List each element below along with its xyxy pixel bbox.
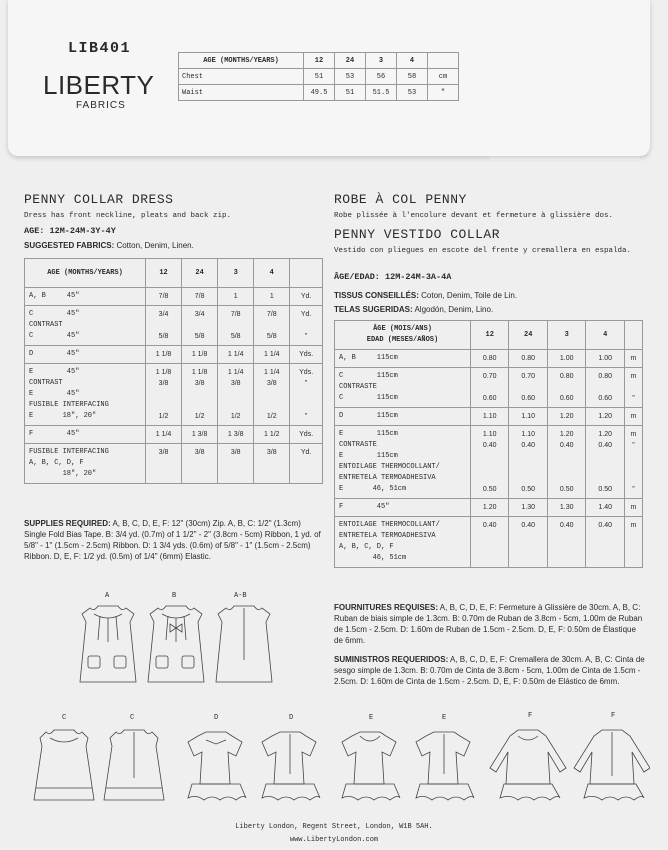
yardage-value-cell — [218, 426, 254, 444]
yardage-value: 1 — [233, 293, 238, 300]
fr-yardage-table — [334, 320, 643, 568]
yardage-row — [335, 350, 643, 368]
yardage-unit: " — [304, 333, 308, 340]
yardage-value-cell — [146, 426, 182, 444]
yardage-unit: Yds. — [299, 369, 314, 376]
yardage-label-cell — [25, 306, 146, 346]
yardage-value: 0.80 — [521, 355, 536, 362]
yardage-label-line: A, B, C, D, F — [29, 459, 84, 467]
size-table-head-cell: 4 — [397, 53, 428, 69]
yardage-value: 0.40 — [559, 522, 574, 529]
yardage-value-cell — [509, 499, 547, 517]
dress-sketches-row1 — [70, 600, 280, 690]
fr-title: ROBE À COL PENNY — [334, 192, 467, 207]
yardage-value: 3/8 — [194, 380, 205, 387]
yardage-value-cell — [509, 426, 547, 499]
brand-logo: LIBERTY — [43, 70, 155, 100]
sketch-label: D — [289, 714, 294, 722]
yardage-value: 0.70 — [482, 373, 497, 380]
en-supplies-label: SUPPLIES REQUIRED: — [24, 519, 111, 528]
es-suministros-label: SUMINISTROS REQUERIDOS: — [334, 655, 449, 664]
yardage-value-cell — [254, 364, 290, 426]
yardage-head-cell — [335, 321, 471, 350]
en-fabrics-text: Cotton, Denim, Linen. — [114, 241, 194, 250]
footer-website: www.LibertyLondon.com — [289, 836, 379, 844]
yardage-value-cell — [547, 499, 585, 517]
sketch-label: A-B — [234, 592, 247, 600]
yardage-value-cell — [182, 288, 218, 306]
yardage-value: 3/8 — [266, 449, 277, 456]
yardage-value-cell — [586, 368, 624, 408]
fr-tissus — [334, 290, 517, 301]
yardage-value: 0.80 — [598, 373, 612, 380]
yardage-row — [25, 288, 323, 306]
en-title: PENNY COLLAR DRESS — [24, 192, 174, 207]
es-telas-label: TELAS SUGERIDAS: — [334, 305, 413, 314]
yardage-value-cell — [254, 346, 290, 364]
yardage-unit-cell — [624, 517, 642, 568]
yardage-row — [335, 426, 643, 499]
yardage-value-cell — [146, 346, 182, 364]
es-telas — [334, 304, 493, 315]
sketch-label: C — [62, 714, 67, 722]
yardage-value: 0.50 — [559, 486, 574, 493]
yardage-value-cell — [146, 444, 182, 484]
yardage-value: 0.70 — [521, 373, 536, 380]
size-table-cell: 53 — [397, 85, 428, 101]
yardage-label-cell — [335, 499, 471, 517]
yardage-label-line: ENTOILAGE THERMOCOLLANT/ — [339, 521, 440, 529]
yardage-value: 1/2 — [158, 413, 169, 420]
yardage-label-line: F 45" — [339, 503, 390, 511]
yardage-label-line: CONTRASTE — [339, 441, 377, 449]
yardage-head-cell: 4 — [254, 259, 290, 288]
yardage-unit: Yd. — [300, 293, 312, 300]
yardage-head-cell: 3 — [547, 321, 585, 350]
yardage-unit-cell — [624, 499, 642, 517]
yardage-label-cell — [335, 350, 471, 368]
yardage-value: 1 1/8 — [191, 351, 208, 358]
fr-fournitures-text: A, B, C, D, E, F: Fermeture à Glissière de 30cm. A, B, C: Ruban de biais simple de 1.3cm. B: 0.70m de Ruban de 3.8cm - 5cm, 1.00m de Ruban de 1.5cm - 2.5cm. D: 1.60m de Ruban de 1.5cm - 2.5cm. D, E, F: 0.50m de Élastique de 6mm. — [334, 603, 643, 645]
yardage-value-cell — [254, 444, 290, 484]
yardage-unit: " — [304, 413, 308, 420]
yardage-value: 1.10 — [482, 431, 497, 438]
yardage-value: 1/2 — [266, 413, 277, 420]
yardage-value: 1 1/4 — [227, 351, 244, 358]
yardage-head-cell — [290, 259, 323, 288]
yardage-value: 0.60 — [521, 395, 536, 402]
yardage-value: 1/2 — [230, 413, 241, 420]
yardage-value: 1 — [269, 293, 274, 300]
yardage-unit: m — [630, 413, 637, 420]
yardage-value: 1 1/4 — [155, 431, 172, 438]
yardage-value-cell — [146, 288, 182, 306]
yardage-value-cell — [254, 288, 290, 306]
yardage-unit-cell — [290, 306, 323, 346]
yardage-row — [335, 368, 643, 408]
yardage-unit-cell — [624, 368, 642, 408]
yardage-value: 0.80 — [559, 373, 574, 380]
size-table-cell: Chest — [179, 69, 304, 85]
es-telas-text: Algodón, Denim, Lino. — [412, 305, 494, 314]
yardage-label-line: C 115cm — [339, 394, 398, 402]
yardage-value-cell — [509, 368, 547, 408]
yardage-unit: m — [630, 355, 637, 362]
yardage-value-cell — [254, 306, 290, 346]
yardage-label-line: ENTRETELA TERMOADHESIVA — [339, 532, 436, 540]
yardage-value: 1.20 — [598, 431, 612, 438]
size-table-head-cell: 24 — [335, 53, 366, 69]
yardage-label-line: ENTRETELA TERMOADHESIVA — [339, 474, 436, 482]
fr-age: ÂGE/EDAD: 12M-24M-3A-4A — [334, 272, 452, 282]
yardage-unit: Yd. — [300, 449, 312, 456]
yardage-value: 1.40 — [598, 504, 612, 511]
yardage-unit-cell — [624, 408, 642, 426]
body-measurement-table — [178, 52, 459, 101]
yardage-value: 7/8 — [158, 293, 169, 300]
yardage-value: 1 3/8 — [191, 431, 208, 438]
size-table-head-cell: AGE (MONTHS/YEARS) — [179, 53, 304, 69]
yardage-value: 3/8 — [230, 380, 241, 387]
yardage-unit-cell — [624, 350, 642, 368]
yardage-label-line: CONTRAST — [29, 379, 63, 387]
yardage-label-line: A, B, C, D, F — [339, 543, 394, 551]
yardage-row — [335, 499, 643, 517]
yardage-unit: Yds. — [299, 431, 314, 438]
yardage-label-line: F 45" — [29, 430, 80, 438]
yardage-value-cell — [586, 408, 624, 426]
yardage-unit: " — [632, 486, 635, 493]
yardage-value-cell — [509, 517, 547, 568]
yardage-value: 1.20 — [559, 431, 574, 438]
pattern-code: LIB401 — [68, 40, 132, 57]
yardage-value-cell — [218, 364, 254, 426]
yardage-label-line: 46, 51cm — [339, 554, 407, 562]
yardage-label-line: E 45" — [29, 390, 80, 398]
size-table-cell: " — [428, 85, 459, 101]
yardage-head-cell: 4 — [586, 321, 624, 350]
es-title: PENNY VESTIDO COLLAR — [334, 227, 501, 242]
yardage-unit: m — [630, 522, 637, 529]
sketch-label: E — [442, 714, 447, 722]
yardage-value-cell — [254, 426, 290, 444]
fr-tissus-text: Coton, Denim, Toile de Lin. — [418, 291, 518, 300]
en-description: Dress has front neckline, pleats and back zip. — [24, 212, 232, 220]
es-suministros — [334, 654, 646, 687]
yardage-value-cell — [218, 306, 254, 346]
yardage-row — [25, 306, 323, 346]
yardage-label-line: C 45" — [29, 332, 80, 340]
yardage-value-cell — [586, 517, 624, 568]
yardage-unit: m — [630, 373, 637, 380]
yardage-row — [335, 408, 643, 426]
yardage-unit: Yd. — [300, 311, 312, 318]
yardage-value: 7/8 — [266, 311, 277, 318]
yardage-value: 1/2 — [194, 413, 205, 420]
yardage-value: 3/8 — [266, 380, 277, 387]
yardage-value: 1.20 — [598, 413, 612, 420]
yardage-value-cell — [182, 346, 218, 364]
yardage-head-cell — [624, 321, 642, 350]
size-table-cell: 51 — [335, 85, 366, 101]
yardage-value: 1.30 — [559, 504, 574, 511]
sketch-label: E — [369, 714, 374, 722]
size-table-row — [179, 85, 459, 101]
yardage-header — [25, 259, 323, 288]
yardage-value: 0.50 — [482, 486, 497, 493]
yardage-value: 1.20 — [559, 413, 574, 420]
yardage-label-line: ENTOILAGE THERMOCOLLANT/ — [339, 463, 440, 471]
yardage-value: 0.40 — [598, 442, 612, 449]
yardage-value-cell — [218, 444, 254, 484]
yardage-label-line: C 115cm — [339, 372, 398, 380]
yardage-label-line: D 115cm — [339, 412, 398, 420]
yardage-head-line: ÂGE (MOIS/ANS) — [373, 325, 432, 333]
yardage-value: 1.10 — [521, 413, 536, 420]
footer-address: Liberty London, Regent Street, London, W1B 5AH. — [235, 823, 433, 831]
en-supplies — [24, 518, 324, 562]
yardage-label-line: 18", 20" — [29, 470, 97, 478]
yardage-value-cell — [509, 350, 547, 368]
yardage-label-cell — [25, 444, 146, 484]
yardage-label-cell — [25, 288, 146, 306]
yardage-label-line: CONTRASTE — [339, 383, 377, 391]
yardage-unit-cell — [290, 346, 323, 364]
yardage-label-line: E 45" — [29, 368, 80, 376]
en-age: AGE: 12M-24M-3Y-4Y — [24, 226, 116, 236]
yardage-value-cell — [182, 306, 218, 346]
size-table-row — [179, 69, 459, 85]
yardage-label-line: C 45" — [29, 310, 80, 318]
size-table-cell: cm — [428, 69, 459, 85]
yardage-value: 1 1/8 — [191, 369, 208, 376]
fr-description: Robe plissée à l'encolure devant et fermeture à glissière dos. — [334, 212, 614, 220]
yardage-value: 1.00 — [598, 355, 612, 362]
yardage-value-cell — [218, 288, 254, 306]
yardage-value-cell — [182, 426, 218, 444]
yardage-unit-cell — [290, 444, 323, 484]
yardage-value-cell — [182, 444, 218, 484]
size-table-head-cell — [428, 53, 459, 69]
size-table-head-cell: 12 — [304, 53, 335, 69]
yardage-head-cell: AGE (MONTHS/YEARS) — [25, 259, 146, 288]
yardage-value-cell — [586, 499, 624, 517]
fr-fournitures-label: FOURNITURES REQUISES: — [334, 603, 439, 612]
yardage-label-line: E 115cm — [339, 430, 398, 438]
yardage-label-line: E 18", 20" — [29, 412, 97, 420]
es-suministros-text: A, B, C, D, E, F: Cremallera de 30cm. A, B, C: Cinta de sesgo simple de 1.3cm. B: 0.70m de Cinta de 3.8cm - 5cm, 1.00m de Cinta de 1.5cm - 2.5cm. D: 1.60m de Cinta de 1.5cm - 2.5cm. D, E, F: 0.50m de Elástico de 6mm. — [334, 655, 645, 686]
yardage-value-cell — [547, 408, 585, 426]
en-supplies-text: A, B, C, D, E, F: 12" (30cm) Zip. A, B, C: 1/2" (1.3cm) Single Fold Bias Tape. B: 3/4 yd. (0.7m) of 1 1/2" - 2" (3.8cm - 5cm) Ribbon, 1 yd. of 5/8" - 1" (1.5cm - 2.5cm) Ribbon. D: 1 3/4 yds. (0.6m) of 5/8" - 1" (1.5cm - 2.5cm) Ribbon. D, E, F: 1/2 yd. (0.5m) of 1/4" (6mm) Elastic. — [24, 519, 321, 561]
yardage-value: 1.10 — [482, 413, 497, 420]
yardage-value: 1 3/8 — [227, 431, 244, 438]
yardage-row — [25, 364, 323, 426]
yardage-value: 1 1/4 — [263, 369, 280, 376]
yardage-value-cell — [547, 368, 585, 408]
es-description: Vestido con pliegues en escote del frente y cremallera en espalda. — [334, 247, 632, 255]
yardage-row — [25, 444, 323, 484]
yardage-value: 3/4 — [158, 311, 169, 318]
brand-logo-sub: FABRICS — [76, 100, 126, 111]
yardage-value-cell — [471, 426, 509, 499]
yardage-value: 0.80 — [482, 355, 497, 362]
yardage-value: 1 1/4 — [263, 351, 280, 358]
yardage-unit: Yds. — [299, 351, 314, 358]
yardage-label-line: CONTRAST — [29, 321, 63, 329]
en-fabrics — [24, 240, 194, 251]
size-table-cell: 58 — [397, 69, 428, 85]
yardage-value: 0.40 — [482, 522, 497, 529]
size-table-cell: 51 — [304, 69, 335, 85]
size-table-cell: 53 — [335, 69, 366, 85]
yardage-value: 0.40 — [521, 522, 536, 529]
yardage-value: 3/8 — [194, 449, 205, 456]
yardage-value: 7/8 — [230, 311, 241, 318]
sketch-label: F — [528, 712, 533, 720]
yardage-value: 1.20 — [482, 504, 497, 511]
yardage-value-cell — [547, 517, 585, 568]
yardage-unit: m — [630, 504, 637, 511]
yardage-value-cell — [182, 364, 218, 426]
yardage-label-cell — [335, 408, 471, 426]
yardage-value-cell — [547, 350, 585, 368]
yardage-label-line: E 115cm — [339, 452, 398, 460]
yardage-value-cell — [471, 368, 509, 408]
yardage-value: 0.40 — [482, 442, 497, 449]
yardage-value: 1.30 — [521, 504, 536, 511]
yardage-value: 7/8 — [194, 293, 205, 300]
yardage-unit: " — [304, 380, 308, 387]
yardage-head-line: EDAD (MESES/AÑOS) — [366, 336, 439, 344]
size-table-head-cell: 3 — [366, 53, 397, 69]
fr-tissus-label: TISSUS CONSEILLÉS: — [334, 291, 419, 300]
yardage-label-line: FUSIBLE INTERFACING — [29, 448, 109, 456]
yardage-value: 3/4 — [194, 311, 205, 318]
yardage-row — [25, 346, 323, 364]
yardage-value: 0.40 — [521, 442, 536, 449]
yardage-label-line: A, B 45" — [29, 292, 80, 300]
yardage-value-cell — [471, 499, 509, 517]
yardage-value-cell — [471, 408, 509, 426]
yardage-value: 3/8 — [158, 380, 169, 387]
yardage-value: 0.60 — [598, 395, 612, 402]
sketch-label: A — [105, 592, 110, 600]
yardage-value-cell — [509, 408, 547, 426]
yardage-unit-cell — [290, 288, 323, 306]
yardage-value: 0.40 — [598, 522, 612, 529]
yardage-value: 5/8 — [158, 333, 169, 340]
yardage-unit: m — [630, 431, 637, 438]
sketch-label: F — [611, 712, 616, 720]
size-table-cell: 51.5 — [366, 85, 397, 101]
yardage-label-cell — [25, 364, 146, 426]
yardage-label-cell — [335, 517, 471, 568]
en-fabrics-label: SUGGESTED FABRICS: — [24, 241, 115, 250]
yardage-value-cell — [547, 426, 585, 499]
yardage-value: 1.10 — [521, 431, 536, 438]
yardage-value-cell — [146, 364, 182, 426]
size-table-cell: 49.5 — [304, 85, 335, 101]
yardage-unit-cell — [624, 426, 642, 499]
yardage-value: 5/8 — [266, 333, 277, 340]
yardage-label-cell — [335, 368, 471, 408]
yardage-value-cell — [471, 517, 509, 568]
yardage-value: 3/8 — [158, 449, 169, 456]
yardage-unit-cell — [290, 426, 323, 444]
yardage-row — [25, 426, 323, 444]
yardage-unit: " — [632, 442, 635, 449]
yardage-label-cell — [335, 426, 471, 499]
yardage-value: 3/8 — [230, 449, 241, 456]
yardage-head-cell: 12 — [471, 321, 509, 350]
yardage-header — [335, 321, 643, 350]
yardage-label-line: A, B 115cm — [339, 354, 398, 362]
yardage-value: 5/8 — [230, 333, 241, 340]
yardage-value-cell — [146, 306, 182, 346]
dress-sketches-row2 — [30, 722, 650, 808]
yardage-value: 0.50 — [598, 486, 612, 493]
yardage-value-cell — [586, 350, 624, 368]
yardage-unit: " — [632, 395, 635, 402]
yardage-head-cell: 3 — [218, 259, 254, 288]
size-table-header — [179, 53, 459, 69]
yardage-label-line: FUSIBLE INTERFACING — [29, 401, 109, 409]
en-yardage-table — [24, 258, 323, 484]
yardage-head-cell: 12 — [146, 259, 182, 288]
yardage-unit-cell — [290, 364, 323, 426]
yardage-value: 1.00 — [559, 355, 574, 362]
yardage-label-cell — [25, 346, 146, 364]
sketch-label: C — [130, 714, 135, 722]
size-table-cell: 56 — [366, 69, 397, 85]
yardage-value-cell — [586, 426, 624, 499]
size-table-cell: Waist — [179, 85, 304, 101]
yardage-value: 0.50 — [521, 486, 536, 493]
sketch-label: D — [214, 714, 219, 722]
yardage-value: 1 1/2 — [263, 431, 280, 438]
yardage-value: 0.60 — [482, 395, 497, 402]
yardage-value-cell — [218, 346, 254, 364]
yardage-value: 1 1/8 — [155, 351, 172, 358]
yardage-head-cell: 24 — [509, 321, 547, 350]
sketch-label: B — [172, 592, 177, 600]
yardage-value: 5/8 — [194, 333, 205, 340]
yardage-label-cell — [25, 426, 146, 444]
yardage-value: 1 1/4 — [227, 369, 244, 376]
yardage-label-line: E 46, 51cm — [339, 485, 407, 493]
yardage-value: 1 1/8 — [155, 369, 172, 376]
yardage-head-cell: 24 — [182, 259, 218, 288]
yardage-value: 0.60 — [559, 395, 574, 402]
yardage-row — [335, 517, 643, 568]
yardage-value: 0.40 — [559, 442, 574, 449]
yardage-value-cell — [471, 350, 509, 368]
fr-fournitures — [334, 602, 646, 646]
yardage-label-line: D 45" — [29, 350, 80, 358]
